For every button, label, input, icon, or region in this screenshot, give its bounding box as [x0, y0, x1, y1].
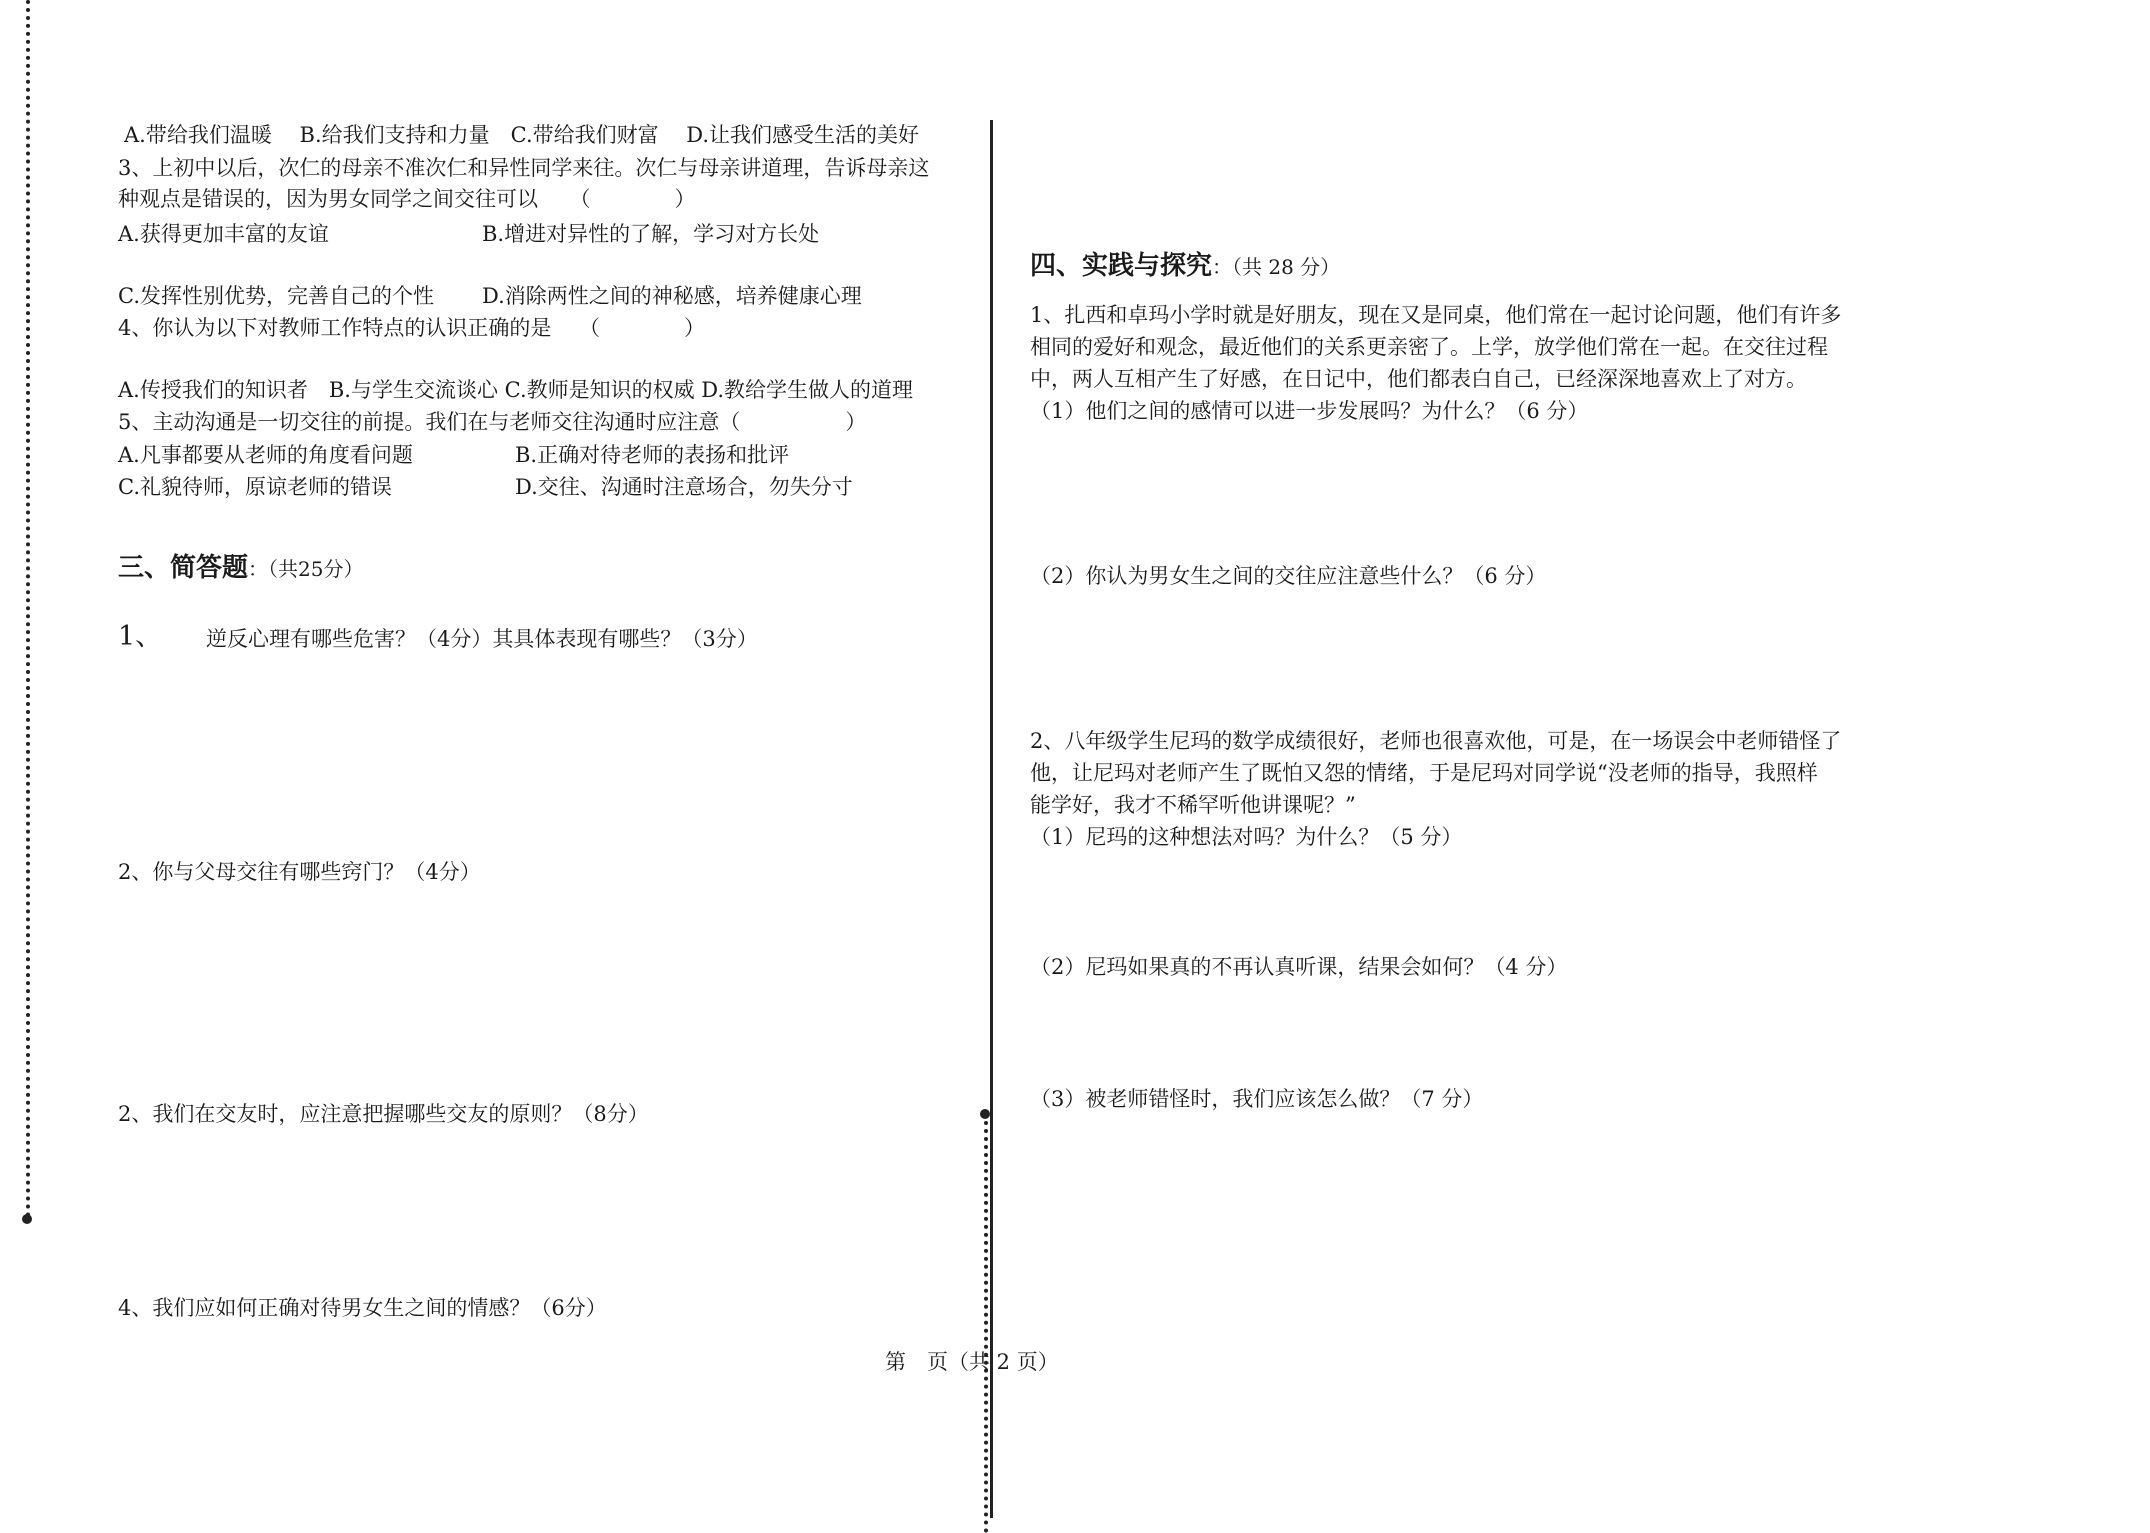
p1-subquestion-1: （1）他们之间的感情可以进一步发展吗？为什么？（6 分）	[1030, 399, 1589, 423]
q5-option-b: B.正确对待老师的表扬和批评	[515, 443, 790, 467]
column-divider-line	[990, 120, 993, 1518]
p2-text-line1: 2、八年级学生尼玛的数学成绩很好，老师也很喜欢他，可是，在一场误会中老师错怪了	[1030, 729, 1842, 753]
binding-dotted-line-left	[26, 0, 30, 1218]
p1-text-line3: 中，两人互相产生了好感，在日记中，他们都表白自己，已经深深地喜欢上了对方。	[1030, 367, 1807, 391]
page-number-footer: 第 页（共 2 页）	[885, 1350, 1059, 1374]
q3-option-c: C.发挥性别优势，完善自己的个性	[118, 284, 434, 308]
p2-text-line2: 他，让尼玛对老师产生了既怕又怨的情绪，于是尼玛对同学说“没老师的指导，我照样	[1030, 761, 1818, 785]
p2-text-line3: 能学好，我才不稀罕听他讲课呢？”	[1030, 793, 1356, 817]
q3-option-d: D.消除两性之间的神秘感，培养健康心理	[482, 284, 862, 308]
p2-subquestion-3: （3）被老师错怪时，我们应该怎么做？（7 分）	[1030, 1087, 1484, 1111]
p2-subquestion-2: （2）尼玛如果真的不再认真听课，结果会如何？（4 分）	[1030, 955, 1568, 979]
q4-stem: 4、你认为以下对教师工作特点的认识正确的是 （ ）	[118, 316, 706, 340]
q3-option-a: A.获得更加丰富的友谊	[118, 222, 329, 246]
section-4-score: ：（共 28 分）	[1212, 255, 1341, 279]
section-4-heading	[1030, 250, 1340, 283]
s3-question-4: 4、我们应如何正确对待男女生之间的情感？（6分）	[118, 1296, 607, 1320]
s3-question-1-number: 1、	[118, 621, 163, 652]
binding-dot-middle	[980, 1109, 990, 1119]
p1-subquestion-2: （2）你认为男女生之间的交往应注意些什么？（6 分）	[1030, 564, 1547, 588]
q2-options: A.带给我们温暖 B.给我们支持和力量 C.带给我们财富 D.让我们感受生活的美好	[124, 123, 920, 147]
p2-subquestion-1: （1）尼玛的这种想法对吗？为什么？（5 分）	[1030, 825, 1463, 849]
binding-dot-left	[22, 1214, 32, 1224]
q5-option-d: D.交往、沟通时注意场合，勿失分寸	[515, 475, 853, 499]
section-3-score: ：（共25分）	[248, 557, 364, 581]
p1-text-line2: 相同的爱好和观念，最近他们的关系更亲密了。上学，放学他们常在一起。在交往过程	[1030, 335, 1828, 359]
binding-dotted-line-middle	[984, 1113, 988, 1533]
s3-question-2: 2、你与父母交往有哪些窍门？（4分）	[118, 860, 481, 884]
q3-option-b: B.增进对异性的了解，学习对方长处	[482, 222, 820, 246]
section-4-title: 四、实践与探究	[1030, 251, 1213, 281]
q3-stem-line1: 3、上初中以后，次仁的母亲不准次仁和异性同学来往。次仁与母亲讲道理，告诉母亲这	[118, 156, 930, 180]
q5-option-a: A.凡事都要从老师的角度看问题	[118, 443, 413, 467]
p1-text-line1: 1、扎西和卓玛小学时就是好朋友，现在又是同桌，他们常在一起讨论问题，他们有许多	[1030, 303, 1842, 327]
q5-stem: 5、主动沟通是一切交往的前提。我们在与老师交往沟通时应注意（ ）	[118, 410, 867, 434]
q4-options: A.传授我们的知识者 B.与学生交流谈心 C.教师是知识的权威 D.教给学生做人的道理	[118, 378, 914, 402]
q3-stem-line2: 种观点是错误的，因为男女同学之间交往可以 （ ）	[118, 187, 696, 211]
s3-question-3: 2、我们在交友时，应注意把握哪些交友的原则？（8分）	[118, 1102, 649, 1126]
q5-option-c: C.礼貌待师，原谅老师的错误	[118, 475, 392, 499]
s3-question-1: 逆反心理有哪些危害？（4分）其具体表现有哪些？（3分）	[206, 627, 758, 651]
section-3-heading	[118, 552, 363, 585]
section-3-title: 三、简答题	[118, 553, 249, 583]
